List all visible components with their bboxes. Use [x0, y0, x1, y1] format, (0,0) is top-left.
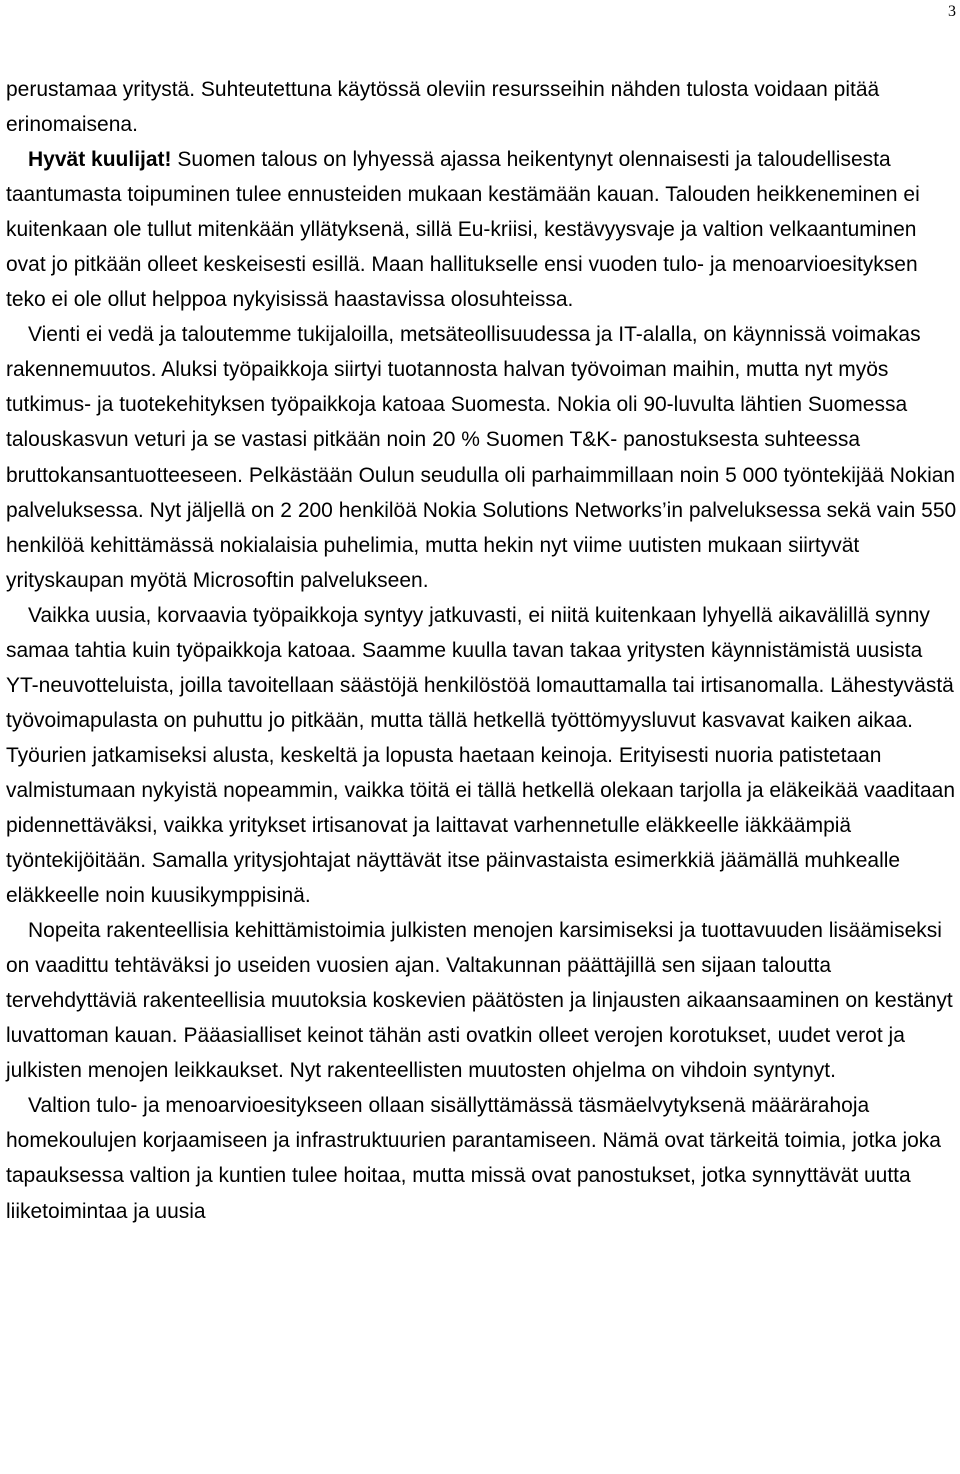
paragraph-6: Valtion tulo- ja menoarvioesitykseen ollaan sisällyttämässä täsmäelvytyksenä määrärahoja homekoulujen korjaamiseen ja infrastruktuurien parantamiseen. Nämä ovat tärkeitä toimia, jotka joka tapauksessa valtion ja kuntien tulee hoitaa, mutta missä ovat panostukset, jotka synnyttävät uutta liiketoimintaa ja uusia: [6, 1094, 941, 1223]
paragraph-2: [6, 142, 958, 317]
paragraph-2-heading: Hyvät kuulijat!: [28, 148, 172, 172]
page-number: 3: [948, 3, 956, 20]
paragraph-5: Nopeita rakenteellisia kehittämistoimia julkisten menojen karsimiseksi ja tuottavuuden lisäämiseksi on vaadittu tehtäväksi jo useiden vuosien ajan. Valtakunnan päättäjillä sen sijaan taloutta tervehdyttäviä rakenteellisia muutoksia koskevien päätösten ja linjausten aikaansaaminen on kestänyt luvattoman kauan. Pääasialliset keinot tähän asti ovatkin olleet verojen korotukset, uudet verot ja julkisten menojen leikkaukset. Nyt rakenteellisten muutosten ohjelma on vihdoin syntynyt.: [6, 919, 953, 1083]
paragraph-1: perustamaa yritystä. Suhteutettuna käytössä oleviin resursseihin nähden tulosta voidaan pitää erinomaisena.: [6, 78, 880, 137]
document-body: [6, 72, 958, 1229]
paragraph-4: Vaikka uusia, korvaavia työpaikkoja syntyy jatkuvasti, ei niitä kuitenkaan lyhyellä aikavälillä synny samaa tahtia kuin työpaikkoja katoaa. Saamme kuulla tavan takaa yritysten käynnistämistä uusista YT-neuvotteluista, joilla tavoitellaan säästöjä henkilöstöä lomauttamalla tai irtisanomalla. Lähestyvästä työvoimapulasta on puhuttu jo pitkään, mutta tällä hetkellä työttömyysluvut kasvavat kaiken aikaa. Työurien jatkamiseksi alusta, keskeltä ja lopusta haetaan keinoja. Erityisesti nuoria patistetaan valmistumaan nykyistä nopeammin, vaikka töitä ei tällä hetkellä olekaan tarjolla ja eläkeikää vaaditaan pidennettäväksi, vaikka yritykset irtisanovat ja laittavat varhennetulle eläkkeelle iäkkäämpiä työntekijöitään. Samalla yritysjohtajat näyttävät itse päinvastaista esimerkkiä jäämällä muhkealle eläkkeelle noin kuusikymppisinä.: [6, 603, 956, 908]
paragraph-3: Vienti ei vedä ja taloutemme tukijaloilla, metsäteollisuudessa ja IT-alalla, on käynnissä voimakas rakennemuutos. Aluksi työpaikkoja siirtyi tuotannosta halvan työvoiman maihin, mutta nyt myös tutkimus- ja tuotekehityksen työpaikkoja katoaa Suomesta. Nokia oli 90-luvulta lähtien Suomessa talouskasvun veturi ja se vastasi pitkään noin 20 % Suomen T&K- panostuksesta suhteessa bruttokansantuotteeseen. Pelkästään Oulun seudulla oli parhaimmillaan noin 5 000 työntekijää Nokian palveluksessa. Nyt jäljellä on 2 200 henkilöä Nokia Solutions Networks’in palveluksessa sekä vain 550 henkilöä kehittämässä nokialaisia puhelimia, mutta hekin nyt viime uutisten mukaan siirtyvät yrityskaupan myötä Microsoftin palvelukseen.: [6, 323, 957, 592]
paragraph-2-text: Suomen talous on lyhyessä ajassa heikentynyt olennaisesti ja taloudellisesta taantumasta toipuminen tulee ennusteiden mukaan kestämään kauan. Talouden heikkeneminen ei kuitenkaan ole tullut mitenkään yllätyksenä, sillä Eu-kriisi, kestävyysvaje ja valtion velkaantuminen ovat jo pitkään olleet keskeisesti esillä. Maan hallitukselle ensi vuoden tulo- ja menoarvioesityksen teko ei ole ollut helppoa nykyisissä haastavissa olosuhteissa.: [6, 148, 920, 312]
